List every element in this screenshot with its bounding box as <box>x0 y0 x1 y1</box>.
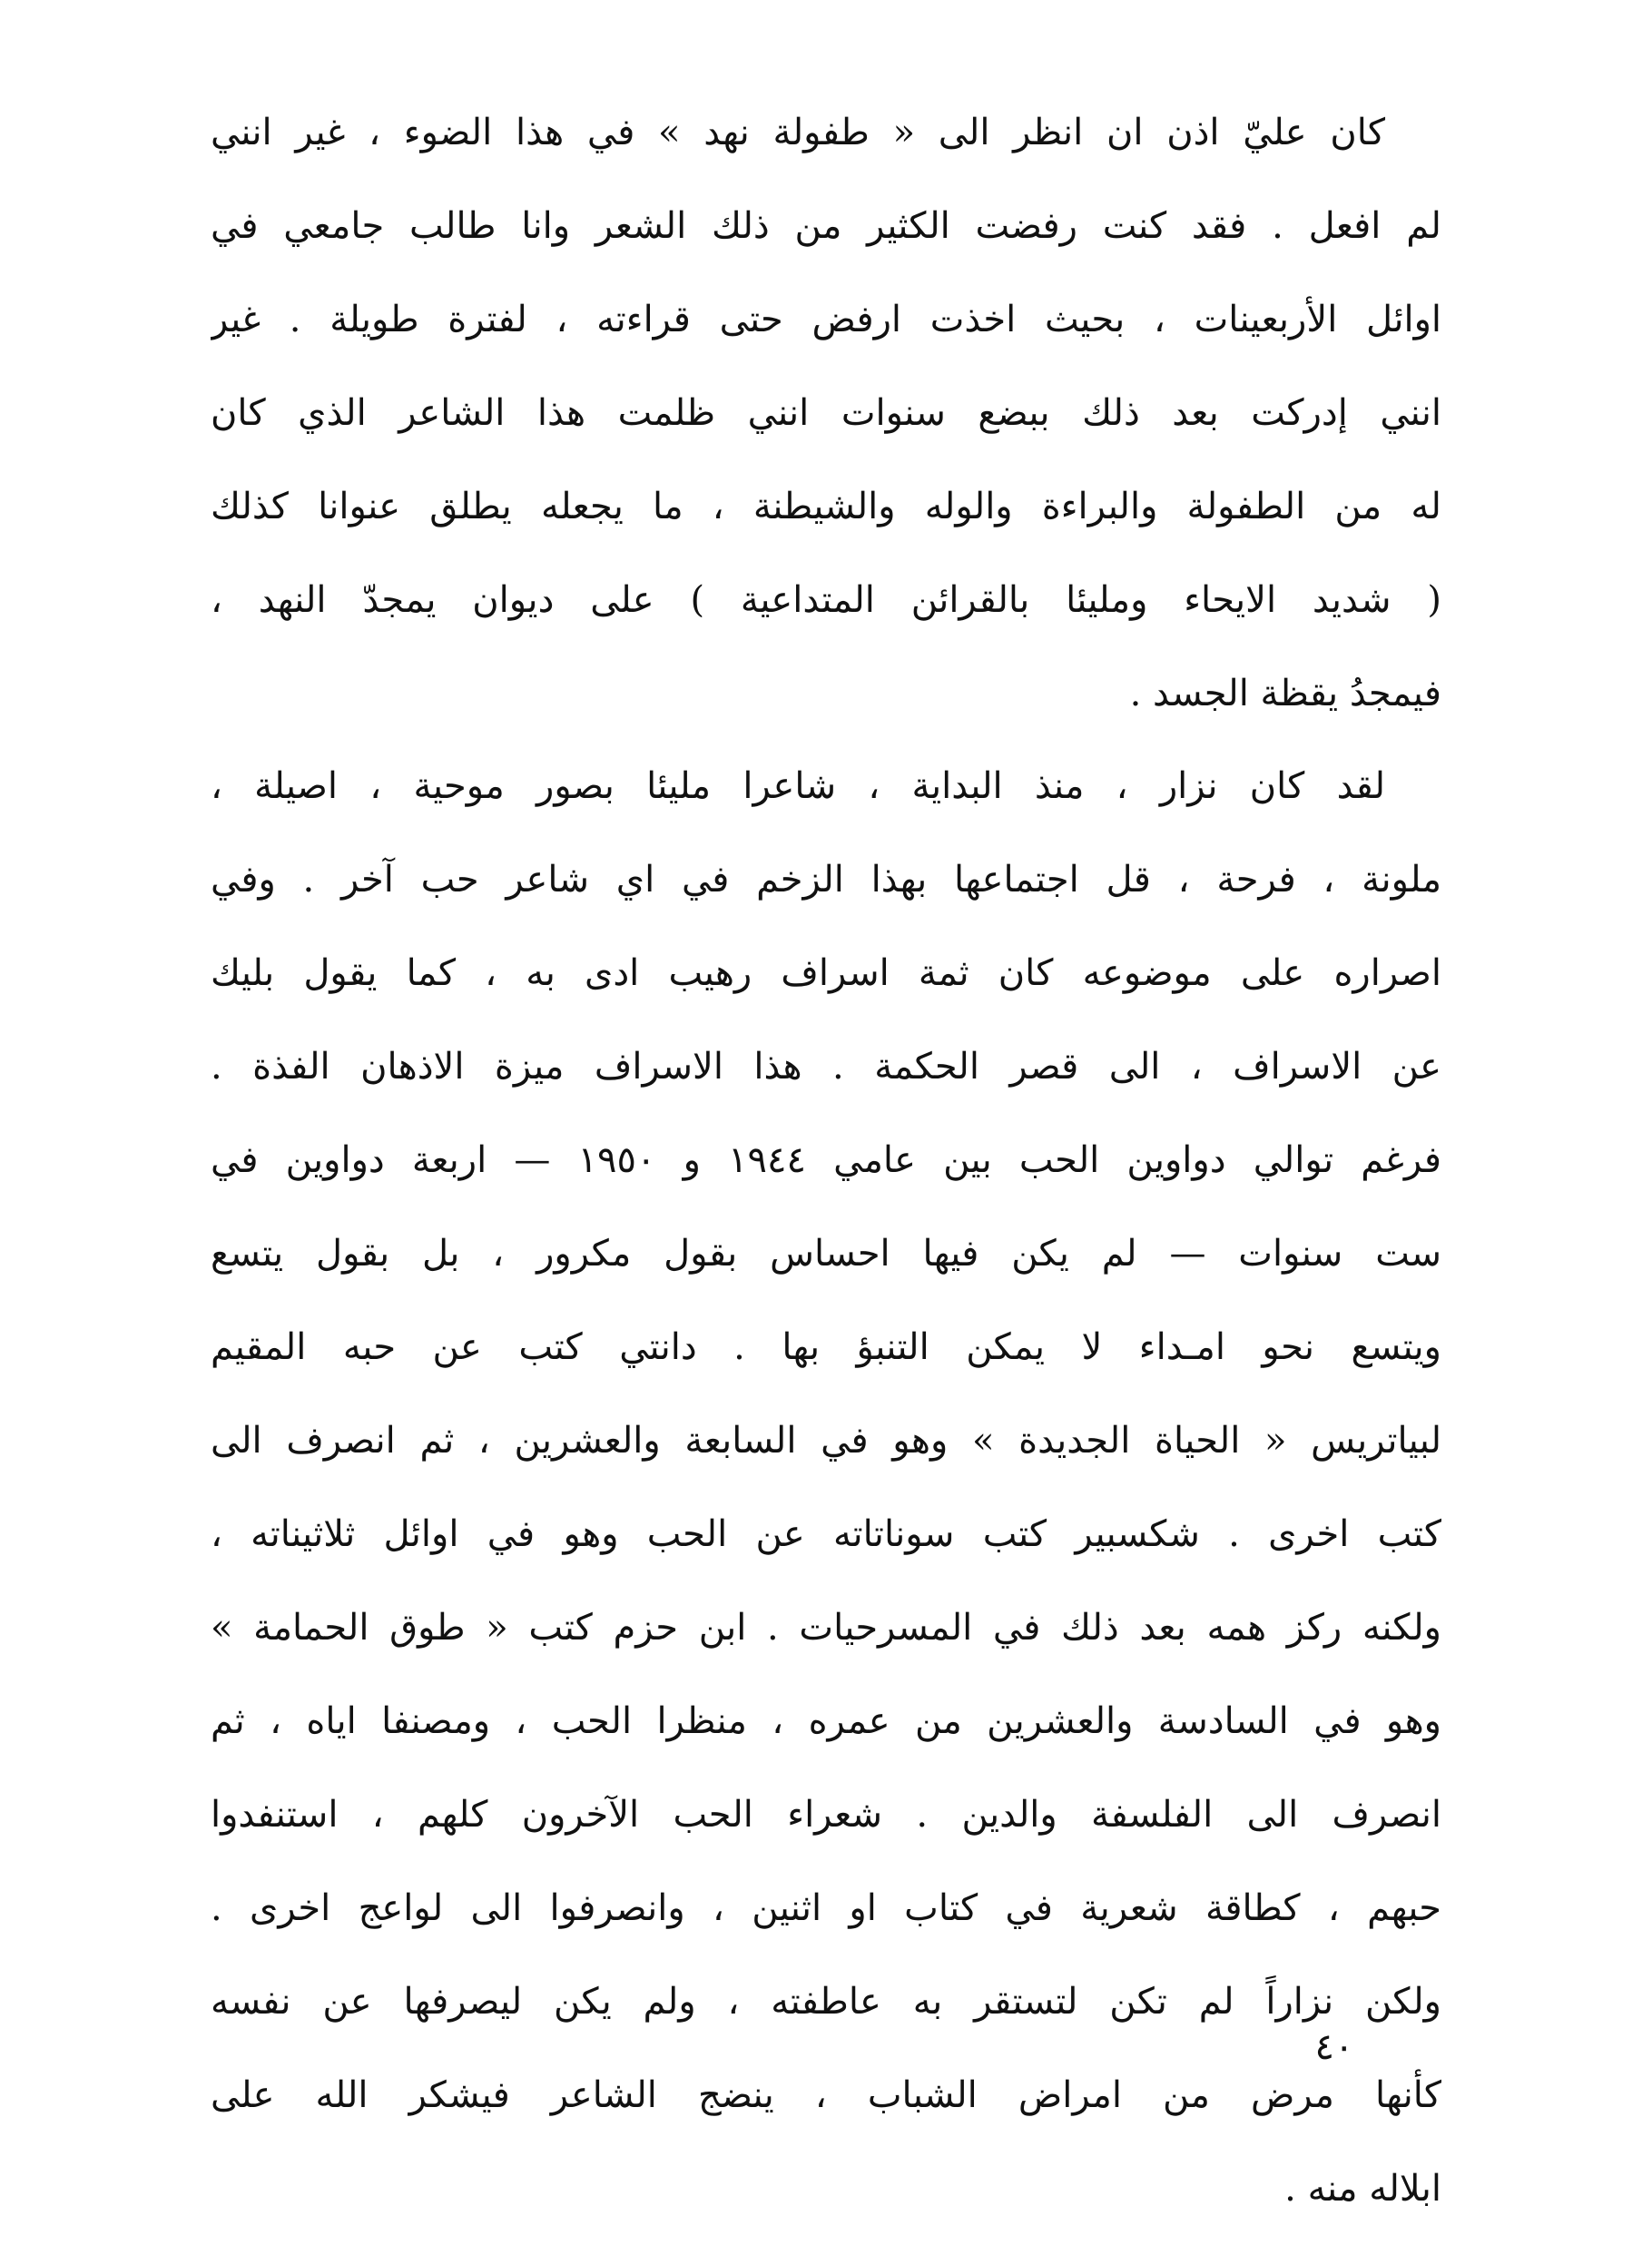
text-line: انني إدركت بعد ذلك ببضع سنوات انني ظلمت هذا الشاعر الذي كان <box>211 392 1441 434</box>
text-line: كأنها مرض من امراض الشباب ، ينضج الشاعر فيشكر الله على <box>211 2074 1441 2116</box>
text-line: كان عليّ اذن ان انظر الى « طفولة نهد » في هذا الضوء ، غير انني <box>211 112 1385 153</box>
text-line: له من الطفولة والبراءة والوله والشيطنة ، ما يجعله يطلق عنوانا كذلك <box>211 486 1441 527</box>
page-number: ٤٠ <box>1314 2026 1354 2068</box>
text-line: لم افعل . فقد كنت رفضت الكثير من ذلك الشعر وانا طالب جامعي في <box>211 205 1441 247</box>
paragraph-1 <box>211 86 1441 741</box>
text-line: كتب اخرى . شكسبير كتب سوناتاته عن الحب وهو في اوائل ثلاثيناته ، <box>211 1513 1441 1555</box>
text-line: عن الاسراف ، الى قصر الحكمة . هذا الاسراف ميزة الاذهان الفذة . <box>211 1046 1441 1088</box>
text-line: حبهم ، كطاقة شعرية في كتاب او اثنين ، وانصرفوا الى لواعج اخرى . <box>211 1887 1441 1929</box>
text-line: ابلاله منه . <box>1284 2168 1441 2210</box>
text-line: ( شديد الايحاء ومليئا بالقرائن المتداعية ) على ديوان يمجدّ النهد ، <box>211 579 1441 621</box>
text-line: لبياتريس « الحياة الجديدة » وهو في السابعة والعشرين ، ثم انصرف الى <box>211 1420 1441 1462</box>
text-line: فرغم توالي دواوين الحب بين عامي ١٩٤٤ و ١٩٥٠ — اربعة دواوين في <box>211 1139 1441 1181</box>
text-line: ولكنه ركز همه بعد ذلك في المسرحيات . ابن حزم كتب « طوق الحمامة » <box>211 1607 1441 1649</box>
text-line: ويتسع نحو امـداء لا يمكن التنبؤ بها . دانتي كتب عن حبه المقيم <box>211 1326 1441 1368</box>
text-line: فيمجدُ يقظة الجسد . <box>1129 673 1441 714</box>
text-line: اوائل الأربعينات ، بحيث اخذت ارفض حتى قراءته ، لفترة طويلة . غير <box>211 299 1441 340</box>
text-line: ملونة ، فرحة ، قل اجتماعها بهذا الزخم في اي شاعر حب آخر . وفي <box>211 859 1441 901</box>
text-line: ولكن نزاراً لم تكن لتستقر به عاطفته ، ولم يكن ليصرفها عن نفسه <box>211 1981 1441 2023</box>
text-line: اصراره على موضوعه كان ثمة اسراف رهيب ادى به ، كما يقول بليك <box>211 952 1441 994</box>
paragraph-2 <box>211 740 1441 2236</box>
text-line: ست سنوات — لم يكن فيها احساس بقول مكرور ، بل بقول يتسع <box>211 1233 1441 1275</box>
text-line: لقد كان نزار ، منذ البداية ، شاعرا مليئا بصور موحية ، اصيلة ، <box>211 765 1385 807</box>
text-line: انصرف الى الفلسفة والدين . شعراء الحب الآخرون كلهم ، استنفدوا <box>211 1794 1441 1836</box>
text-line: وهو في السادسة والعشرين من عمره ، منظرا الحب ، ومصنفا اياه ، ثم <box>211 1700 1441 1742</box>
